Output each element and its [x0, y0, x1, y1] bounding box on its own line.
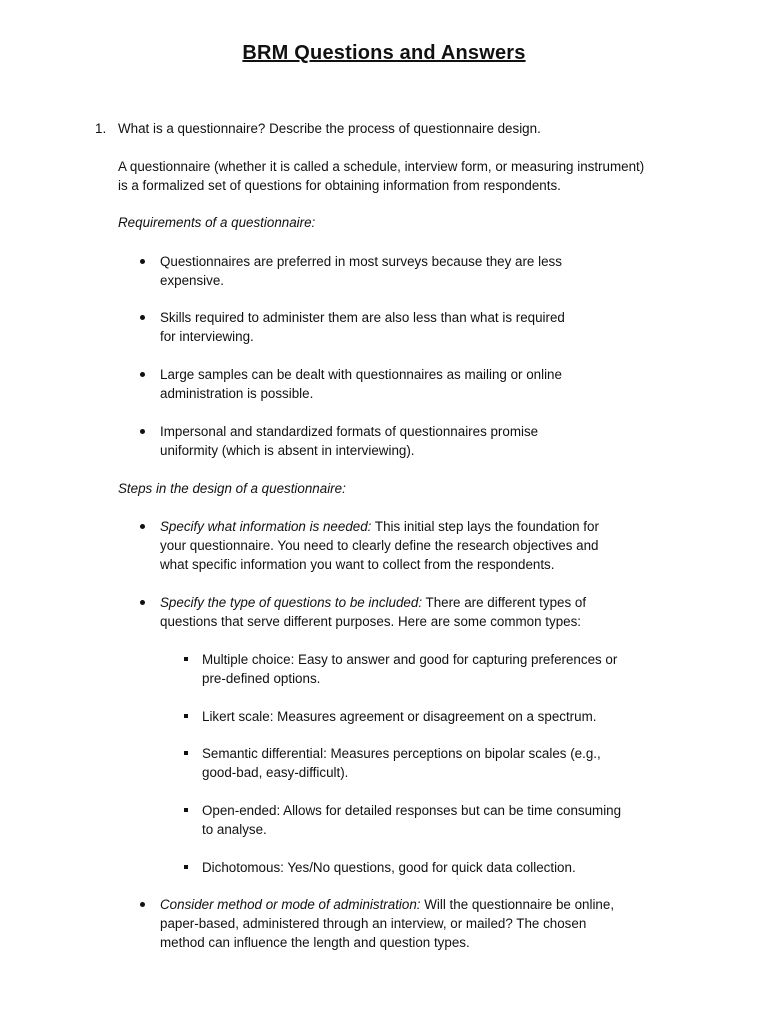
list-item-line: Impersonal and standardized formats of questionnaires promise — [160, 424, 539, 439]
square-bullet-icon — [184, 865, 188, 869]
answer-intro-line: A questionnaire (whether it is called a schedule, interview form, or measuring instrument) — [118, 159, 645, 174]
list-item-line: pre-defined options. — [202, 671, 321, 686]
step-text: Will the questionnaire be online, — [420, 897, 615, 912]
list-item — [202, 650, 617, 688]
list-item — [160, 308, 565, 346]
list-item-line: questions that serve different purposes. Here are some common types: — [160, 614, 582, 629]
list-item-line — [160, 517, 599, 536]
list-item — [202, 707, 596, 726]
question-number: 1. — [95, 121, 107, 136]
step-label: Consider method or mode of administration: — [160, 897, 421, 912]
list-item — [160, 252, 562, 290]
list-item-line: Skills required to administer them are also less than what is required — [160, 310, 565, 325]
bullet-icon — [140, 600, 145, 605]
bullet-icon — [140, 524, 145, 529]
step-label: Specify the type of questions to be included: — [160, 595, 423, 610]
answer-intro-line: is a formalized set of questions for obtaining information from respondents. — [118, 178, 561, 193]
step-label: Specify what information is needed: — [160, 519, 372, 534]
list-item-line: Large samples can be dealt with questionnaires as mailing or online — [160, 367, 562, 382]
list-item-line: Open-ended: Allows for detailed responses but can be time consuming — [202, 803, 622, 818]
list-item-line: to analyse. — [202, 822, 267, 837]
list-item — [160, 422, 538, 460]
list-item-line: Multiple choice: Easy to answer and good for capturing preferences or — [202, 652, 618, 667]
steps-heading: Steps in the design of a questionnaire: — [118, 481, 346, 496]
bullet-icon — [140, 429, 145, 434]
list-item-line: uniformity (which is absent in interviewing). — [160, 443, 415, 458]
list-item — [160, 517, 599, 574]
bullet-icon — [140, 902, 145, 907]
bullet-icon — [140, 315, 145, 320]
step-text: There are different types of — [422, 595, 587, 610]
list-item — [202, 744, 601, 782]
list-item — [160, 365, 562, 403]
list-item — [202, 858, 576, 877]
list-item-line: your questionnaire. You need to clearly define the research objectives and — [160, 538, 599, 553]
list-item — [160, 593, 586, 631]
list-item-line: Questionnaires are preferred in most surveys because they are less — [160, 254, 562, 269]
list-item-line: for interviewing. — [160, 329, 254, 344]
list-item-line: method can influence the length and question types. — [160, 935, 470, 950]
list-item-line: Likert scale: Measures agreement or disagreement on a spectrum. — [202, 709, 597, 724]
answer-intro — [118, 157, 708, 195]
square-bullet-icon — [184, 751, 188, 755]
list-item-line: good-bad, easy-difficult). — [202, 765, 349, 780]
list-item-line: administration is possible. — [160, 386, 314, 401]
bullet-icon — [140, 372, 145, 377]
list-item-line — [160, 593, 586, 612]
requirements-heading: Requirements of a questionnaire: — [118, 215, 316, 230]
square-bullet-icon — [184, 657, 188, 661]
list-item-line: Semantic differential: Measures perceptions on bipolar scales (e.g., — [202, 746, 601, 761]
list-item-line — [160, 895, 614, 914]
list-item-line: paper-based, administered through an interview, or mailed? The chosen — [160, 916, 587, 931]
list-item — [202, 801, 621, 839]
question-text: What is a questionnaire? Describe the process of questionnaire design. — [118, 121, 541, 136]
list-item — [160, 895, 614, 952]
square-bullet-icon — [184, 714, 188, 718]
list-item-line: expensive. — [160, 273, 225, 288]
list-item-line: Dichotomous: Yes/No questions, good for quick data collection. — [202, 860, 576, 875]
bullet-icon — [140, 259, 145, 264]
square-bullet-icon — [184, 808, 188, 812]
page-title: BRM Questions and Answers — [242, 42, 526, 64]
step-text: This initial step lays the foundation for — [371, 519, 599, 534]
list-item-line: what specific information you want to collect from the respondents. — [160, 557, 555, 572]
